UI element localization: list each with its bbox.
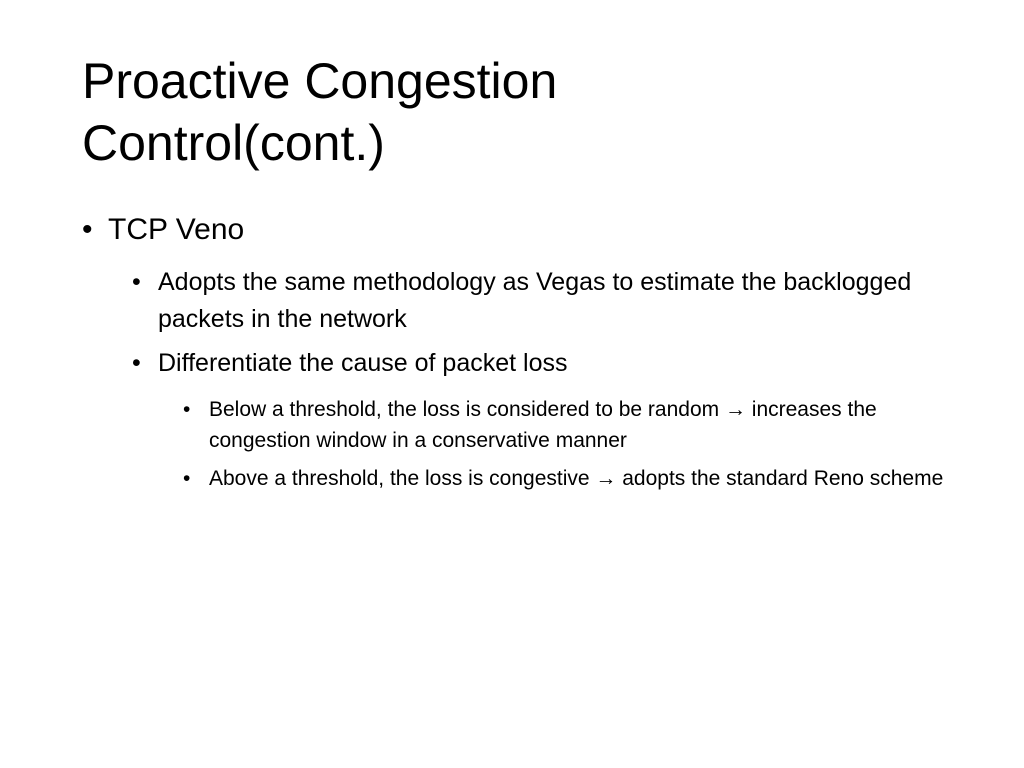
- bullet-text: Below a threshold, the loss is considered to be random → increases the congestion window in a conservative manner: [209, 398, 877, 452]
- bullet-level-3: [183, 463, 962, 494]
- bullet-text: TCP Veno: [108, 213, 245, 246]
- bullet-text: Above a threshold, the loss is congestive → adopts the standard Reno scheme: [209, 467, 944, 490]
- slide-content: [82, 208, 962, 494]
- bullet-level-1: [82, 208, 962, 252]
- bullet-level-2: [132, 345, 962, 382]
- bullet-dot-icon: •: [183, 467, 191, 490]
- bullet-dot-icon: •: [132, 349, 141, 377]
- bullet-dot-icon: •: [183, 398, 191, 421]
- bullet-text: Differentiate the cause of packet loss: [158, 349, 568, 377]
- bullet-level-3: [183, 394, 962, 456]
- bullet-text: Adopts the same methodology as Vegas to estimate the backlogged packets in the network: [158, 268, 912, 333]
- slide-title: [82, 50, 962, 174]
- bullet-dot-icon: •: [132, 268, 141, 296]
- bullet-level-2: [132, 264, 962, 338]
- slide-title-line-1: Proactive Congestion: [82, 53, 558, 109]
- bullet-dot-icon: •: [82, 213, 93, 246]
- slide-title-line-2: Control(cont.): [82, 115, 385, 171]
